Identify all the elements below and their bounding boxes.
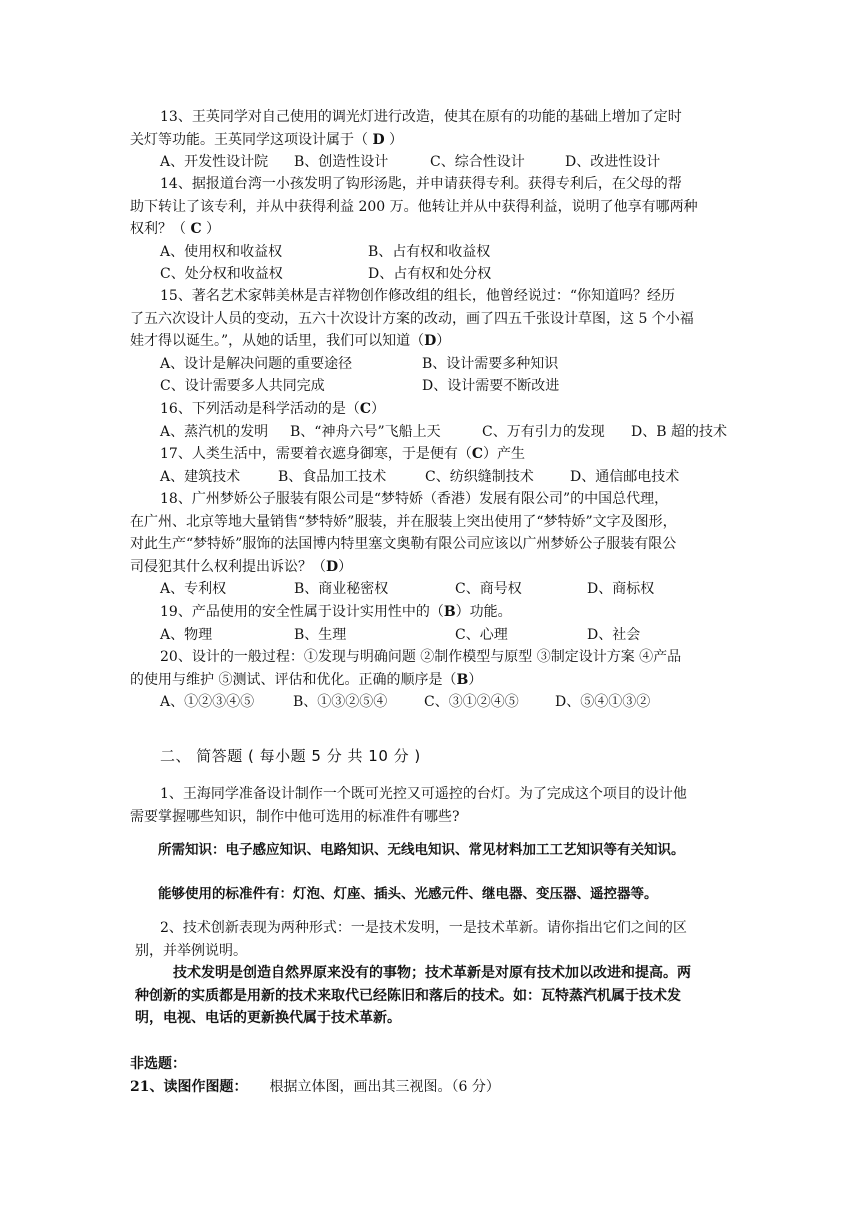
question-14 (130, 173, 740, 286)
options-row (160, 578, 740, 601)
answer-text: 种创新的实质都是用新的技术来取代已经陈旧和落后的技术。如：瓦特蒸汽机属于技术发 (135, 987, 681, 1004)
option-b: B、设计需要多种知识 (422, 355, 559, 372)
question-text: 14、据报道台湾一小孩发明了钩形汤匙，并申请获得专利。获得专利后，在父母的帮 (160, 176, 682, 192)
option-d: D、B 超的技术 (631, 423, 727, 440)
short-answer-2-answer (135, 962, 745, 1030)
options-row (160, 421, 740, 444)
question-text: 15、著名艺术家韩美林是吉祥物创作修改组的组长，他曾经说过：“你知道吗？经历 (160, 288, 675, 304)
question-text: 司侵犯其什么权利提出诉讼？（D） (130, 558, 353, 575)
question-15 (130, 285, 740, 398)
option-a: A、使用权和收益权 (160, 243, 283, 260)
options-row (160, 691, 740, 714)
option-a: A、建筑技术 (160, 468, 241, 485)
option-a: A、设计是解决问题的重要途径 (160, 355, 353, 372)
option-a: A、开发性设计院 (160, 154, 269, 170)
option-b: B、创造性设计 (294, 154, 389, 170)
answer-mark: D (424, 333, 437, 349)
answer-mark: B (456, 671, 469, 688)
question-text: 助下转让了该专利，并从中获得利益 200 万。他转让并从中获得利益，说明了他享有哪两种 (130, 198, 698, 215)
section-heading: 二、 简答题 ( 每小题 5 分 共 10 分 ) (160, 747, 421, 765)
question-text: 2、技术创新表现为两种形式：一是技术发明，一是技术革新。请你指出它们之间的区 (160, 920, 687, 936)
question-text: 权利？（ C ） (130, 221, 221, 237)
answer-knowledge (158, 838, 738, 858)
question-text: 别，并举例说明。 (135, 942, 247, 959)
option-b: B、“神舟六号”飞船上天 (290, 423, 441, 440)
option-c: C、纺织缝制技术 (425, 468, 534, 485)
question-text: 关灯等功能。王英同学这项设计属于（ D ） (130, 131, 404, 148)
question-text: 对此生产“梦特娇”服饰的法国博内特里塞文奥勒有限公司应该以广州梦娇公子服装有限公 (130, 536, 677, 552)
option-d: D、商标权 (587, 581, 655, 597)
answer-text: 灯泡、灯座、插头、光感元件、继电器、变压器、遥控器等。 (293, 886, 658, 902)
option-b: B、食品加工技术 (278, 468, 387, 485)
short-answer-1 (130, 783, 740, 828)
answer-mark: C (190, 221, 202, 237)
answer-mark: C (359, 401, 371, 417)
question-20 (130, 646, 740, 714)
option-d: D、改进性设计 (565, 154, 661, 170)
answer-text: 技术发明是创造自然界原来没有的事物；技术革新是对原有技术加以改进和提高。两 (173, 965, 691, 981)
options-row (160, 624, 740, 647)
option-d: D、⑤④①③② (555, 694, 651, 710)
option-c: C、设计需要多人共同完成 (160, 378, 325, 394)
option-a: A、物理 (160, 626, 213, 643)
question-17 (160, 443, 740, 488)
answer-mark: D (326, 558, 339, 575)
options-row (160, 263, 740, 286)
question-text: 需要掌握哪些知识，制作中他可选用的标准件有哪些? (130, 808, 460, 825)
option-c: C、万有引力的发现 (482, 423, 605, 440)
option-b: B、生理 (294, 626, 347, 643)
options-row (160, 353, 740, 376)
question-text: 16、下列活动是科学活动的是（C） (160, 401, 385, 417)
option-c: C、心理 (455, 626, 508, 643)
question-13 (130, 106, 740, 174)
answer-text: 电子感应知识、电路知识、无线电知识、常见材料加工工艺知识等有关知识。 (225, 842, 685, 858)
option-b: B、①③②⑤④ (293, 694, 388, 710)
question-text: 18、广州梦娇公子服装有限公司是“梦特娇（香港）发展有限公司”的中国总代理， (160, 491, 669, 507)
question-21-text: 根据立体图，画出其三视图。（6 分） (269, 1079, 500, 1095)
option-d: D、社会 (587, 626, 641, 643)
answer-mark: C (471, 446, 483, 462)
question-21-label: 21、读图作图题： (130, 1079, 248, 1095)
question-text: 17、人类生活中，需要着衣遮身御寒，于是便有（C）产生 (160, 446, 525, 462)
option-d: D、占有权和处分权 (368, 266, 492, 282)
answer-text: 明，电视、电话的更新换代属于技术革新。 (135, 1010, 401, 1026)
options-row (160, 241, 740, 264)
option-c: C、处分权和收益权 (160, 266, 283, 282)
options-row (160, 466, 740, 489)
question-18 (130, 488, 740, 601)
question-text: 20、设计的一般过程：①发现与明确问题 ②制作模型与原型 ③制定设计方案 ④产品 (160, 649, 682, 665)
option-c: C、商号权 (455, 581, 522, 597)
question-19 (160, 601, 740, 646)
option-d: D、通信邮电技术 (570, 468, 680, 485)
question-text: 在广州、北京等地大量销售“梦特娇”服装，并在服装上突出使用了“梦特娇”文字及图形， (130, 513, 677, 530)
question-text: 了五六次设计人员的变动，五六十次设计方案的改动，画了四五千张设计草图，这 5 个小福 (130, 310, 694, 327)
nonchoice-heading: 非选题： (130, 1056, 186, 1072)
option-a: A、专利权 (160, 581, 227, 597)
option-b: B、商业秘密权 (294, 581, 389, 597)
question-text: 娃才得以诞生。”，从她的话里，我们可以知道（D） (130, 333, 451, 349)
option-c: C、③①②④⑤ (424, 694, 519, 710)
answer-mark: D (372, 131, 385, 148)
options-row (160, 375, 740, 398)
option-d: D、设计需要不断改进 (422, 378, 560, 394)
option-b: B、占有权和收益权 (368, 243, 491, 260)
question-text: 1、王海同学准备设计制作一个既可光控又可遥控的台灯。为了完成这个项目的设计他 (160, 786, 687, 802)
answer-label: 所需知识： (158, 842, 226, 858)
question-text: 的使用与维护 ⑤测试、评估和优化。正确的顺序是（B） (130, 671, 483, 688)
option-c: C、综合性设计 (430, 154, 525, 170)
question-16 (160, 398, 740, 443)
question-text: 19、产品使用的安全性属于设计实用性中的（B）功能。 (160, 604, 512, 620)
question-text: 13、王英同学对自己使用的调光灯进行改造，使其在原有的功能的基础上增加了定时 (160, 109, 682, 125)
short-answer-2 (135, 917, 740, 962)
answer-standard-parts (158, 882, 738, 902)
question-21 (130, 1076, 730, 1096)
options-row (160, 151, 740, 174)
answer-mark: B (443, 604, 456, 620)
answer-label: 能够使用的标准件有： (158, 886, 293, 902)
option-a: A、蒸汽机的发明 (160, 423, 269, 440)
option-a: A、①②③④⑤ (160, 694, 255, 710)
